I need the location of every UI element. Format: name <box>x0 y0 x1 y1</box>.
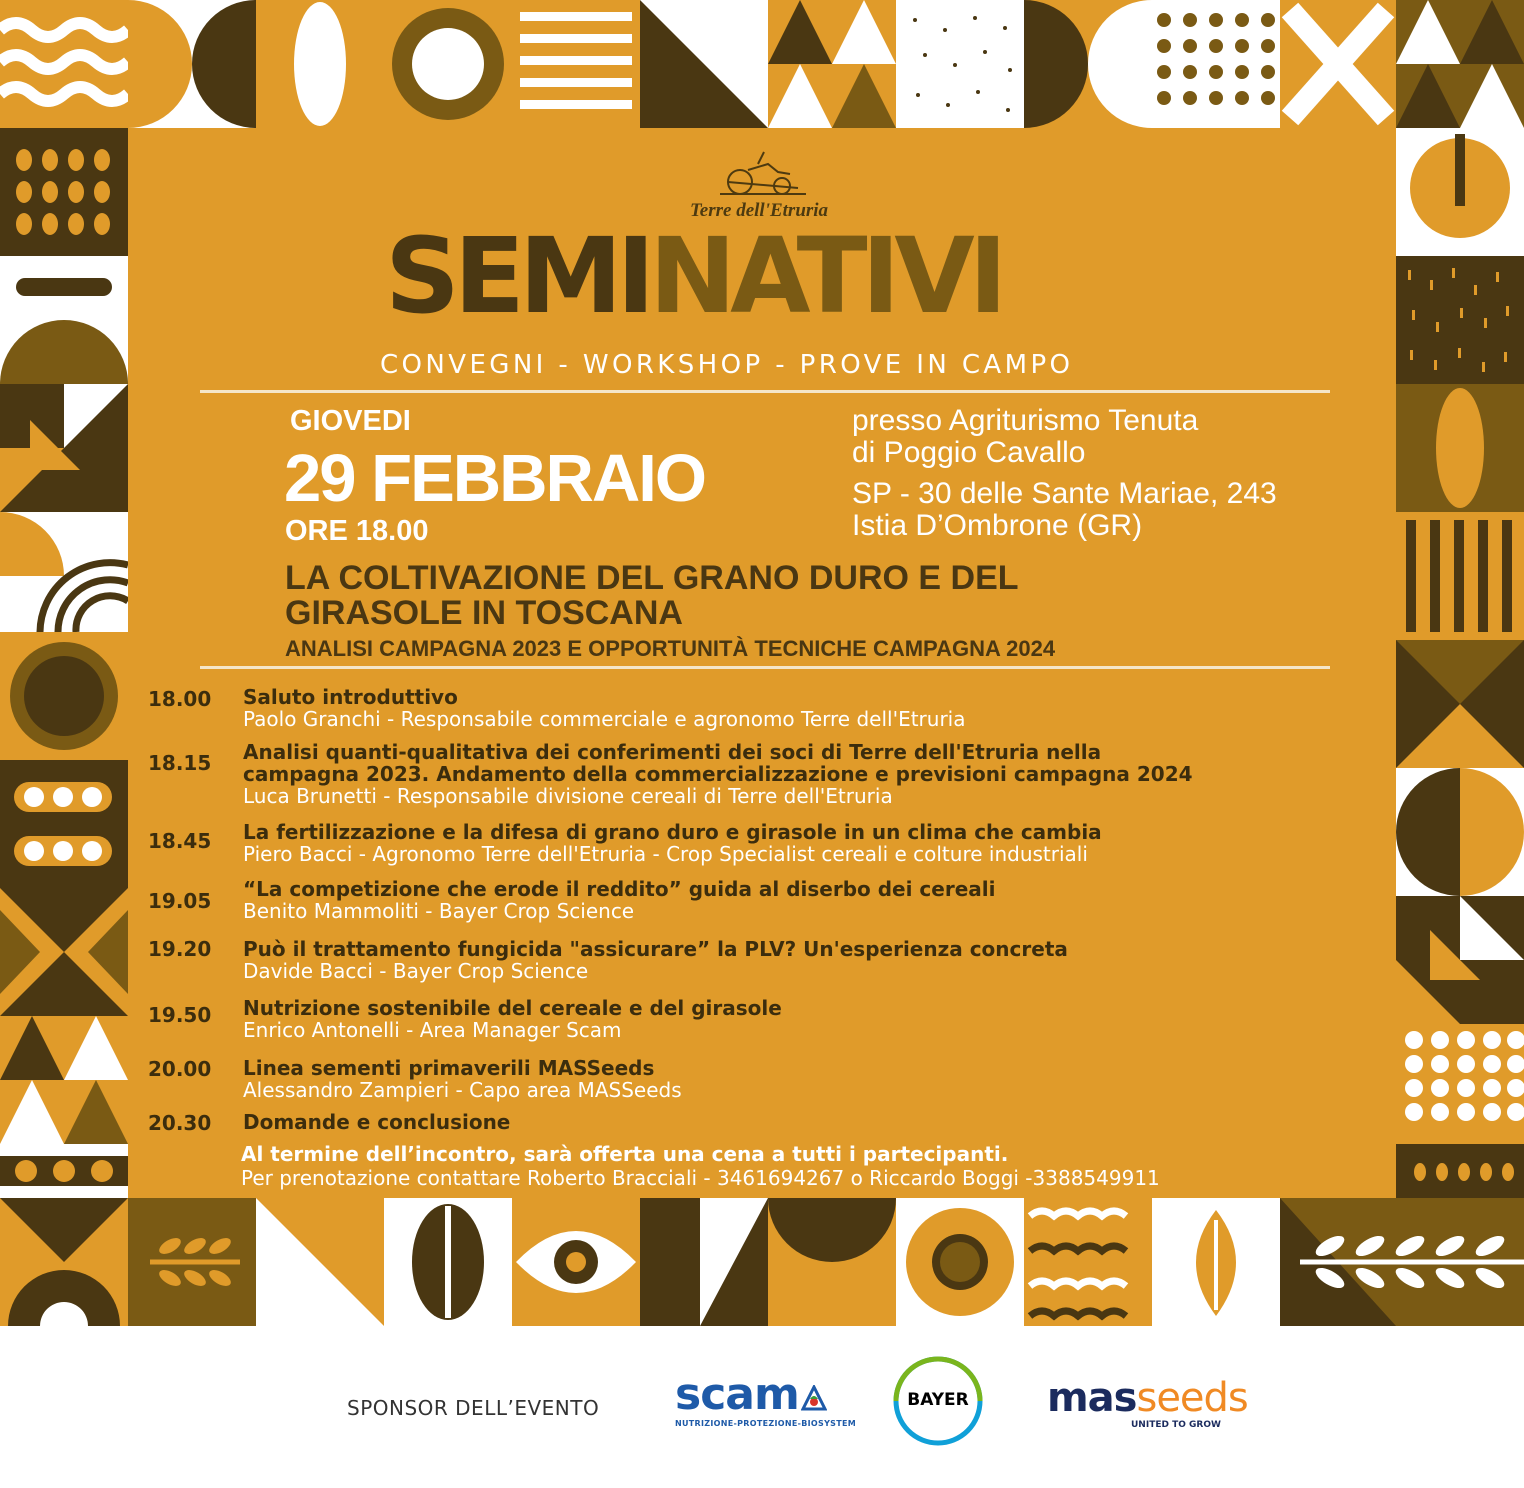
agenda-time: 19.20 <box>148 937 212 961</box>
dinner-note: Al termine dell’incontro, sarà offerta una cena a tutti i partecipanti. <box>241 1142 1009 1166</box>
venue-line: Istia D’Ombrone (GR) <box>852 509 1143 542</box>
tractor-icon <box>718 150 808 200</box>
event-date: 29 FEBBRAIO <box>284 441 706 516</box>
agenda-speaker: Alessandro Zampieri - Capo area MASSeeds <box>243 1078 682 1102</box>
venue-line: presso Agriturismo Tenuta <box>852 404 1199 437</box>
agenda-title: Nutrizione sostenibile del cereale e del girasole <box>243 996 782 1020</box>
agenda-speaker: Luca Brunetti - Responsabile divisione cereali di Terre dell'Etruria <box>243 784 893 808</box>
masseeds-part-mas: mas <box>1047 1375 1137 1421</box>
agenda-time: 18.15 <box>148 751 212 775</box>
brand-name: Terre dell'Etruria <box>689 200 829 221</box>
bayer-wordmark: BAYER <box>907 1390 969 1410</box>
agenda-speaker: Davide Bacci - Bayer Crop Science <box>243 959 589 983</box>
agenda-time: 19.50 <box>148 1003 212 1027</box>
masseeds-wordmark <box>1047 1375 1248 1421</box>
scam-tagline: NUTRIZIONE-PROTEZIONE-BIOSYSTEM <box>675 1419 857 1428</box>
topic-subtitle: ANALISI CAMPAGNA 2023 E OPPORTUNITÀ TECNICHE CAMPAGNA 2024 <box>285 636 1056 661</box>
topic-title: GIRASOLE IN TOSCANA <box>285 594 683 632</box>
sponsor-label: SPONSOR DELL’EVENTO <box>347 1396 600 1420</box>
masseeds-logo <box>1047 1375 1248 1430</box>
title-part-nativi: NATIVI <box>649 215 1002 337</box>
event-weekday: GIOVEDI <box>290 405 411 437</box>
agenda-speaker: Piero Bacci - Agronomo Terre dell'Etruria - Crop Specialist cereali e colture industriali <box>243 842 1088 866</box>
agenda-title: Linea sementi primaverili MASSeeds <box>243 1056 655 1080</box>
scam-leaf-icon <box>801 1385 827 1411</box>
agenda-title: Può il trattamento fungicida "assicurare” la PLV? Un'esperienza concreta <box>243 937 1068 961</box>
topic-title: LA COLTIVAZIONE DEL GRANO DURO E DEL <box>285 559 1019 597</box>
masseeds-part-seeds: seeds <box>1136 1375 1248 1421</box>
scam-logo <box>675 1369 857 1428</box>
event-title <box>385 215 1002 337</box>
venue-line: SP - 30 delle Sante Mariae, 243 <box>852 477 1277 510</box>
agenda-time: 20.00 <box>148 1057 212 1081</box>
agenda-title: La fertilizzazione e la difesa di grano duro e girasole in un clima che cambia <box>243 820 1102 844</box>
divider <box>200 390 1330 393</box>
agenda-time: 19.05 <box>148 889 212 913</box>
agenda-time: 18.00 <box>148 687 212 711</box>
agenda-title: “La competizione che erode il reddito” guida al diserbo dei cereali <box>243 877 996 901</box>
agenda-speaker: Enrico Antonelli - Area Manager Scam <box>243 1018 622 1042</box>
masseeds-tagline: UNITED TO GROW <box>1131 1420 1221 1430</box>
agenda-title: campagna 2023. Andamento della commercializzazione e previsioni campagna 2024 <box>243 762 1193 786</box>
agenda-title: Domande e conclusione <box>243 1110 511 1134</box>
agenda-speaker: Paolo Granchi - Responsabile commerciale e agronomo Terre dell'Etruria <box>243 707 966 731</box>
booking-contacts: Per prenotazione contattare Roberto Bracciali - 3461694267 o Riccardo Boggi -3388549911 <box>241 1166 1160 1190</box>
agenda-speaker: Benito Mammoliti - Bayer Crop Science <box>243 899 635 923</box>
bayer-logo <box>893 1356 983 1446</box>
agenda-time: 20.30 <box>148 1111 212 1135</box>
agenda-title: Analisi quanti-qualitativa dei conferimenti dei soci di Terre dell'Etruria nella <box>243 740 1102 764</box>
agenda-time: 18.45 <box>148 829 212 853</box>
divider <box>200 666 1330 669</box>
title-part-semi: SEMI <box>385 215 650 337</box>
agenda-title: Saluto introduttivo <box>243 685 458 709</box>
venue-line: di Poggio Cavallo <box>852 436 1086 469</box>
event-time: ORE 18.00 <box>285 515 429 547</box>
event-subtitle: CONVEGNI - WORKSHOP - PROVE IN CAMPO <box>380 350 1074 380</box>
scam-wordmark: scam <box>675 1369 799 1420</box>
